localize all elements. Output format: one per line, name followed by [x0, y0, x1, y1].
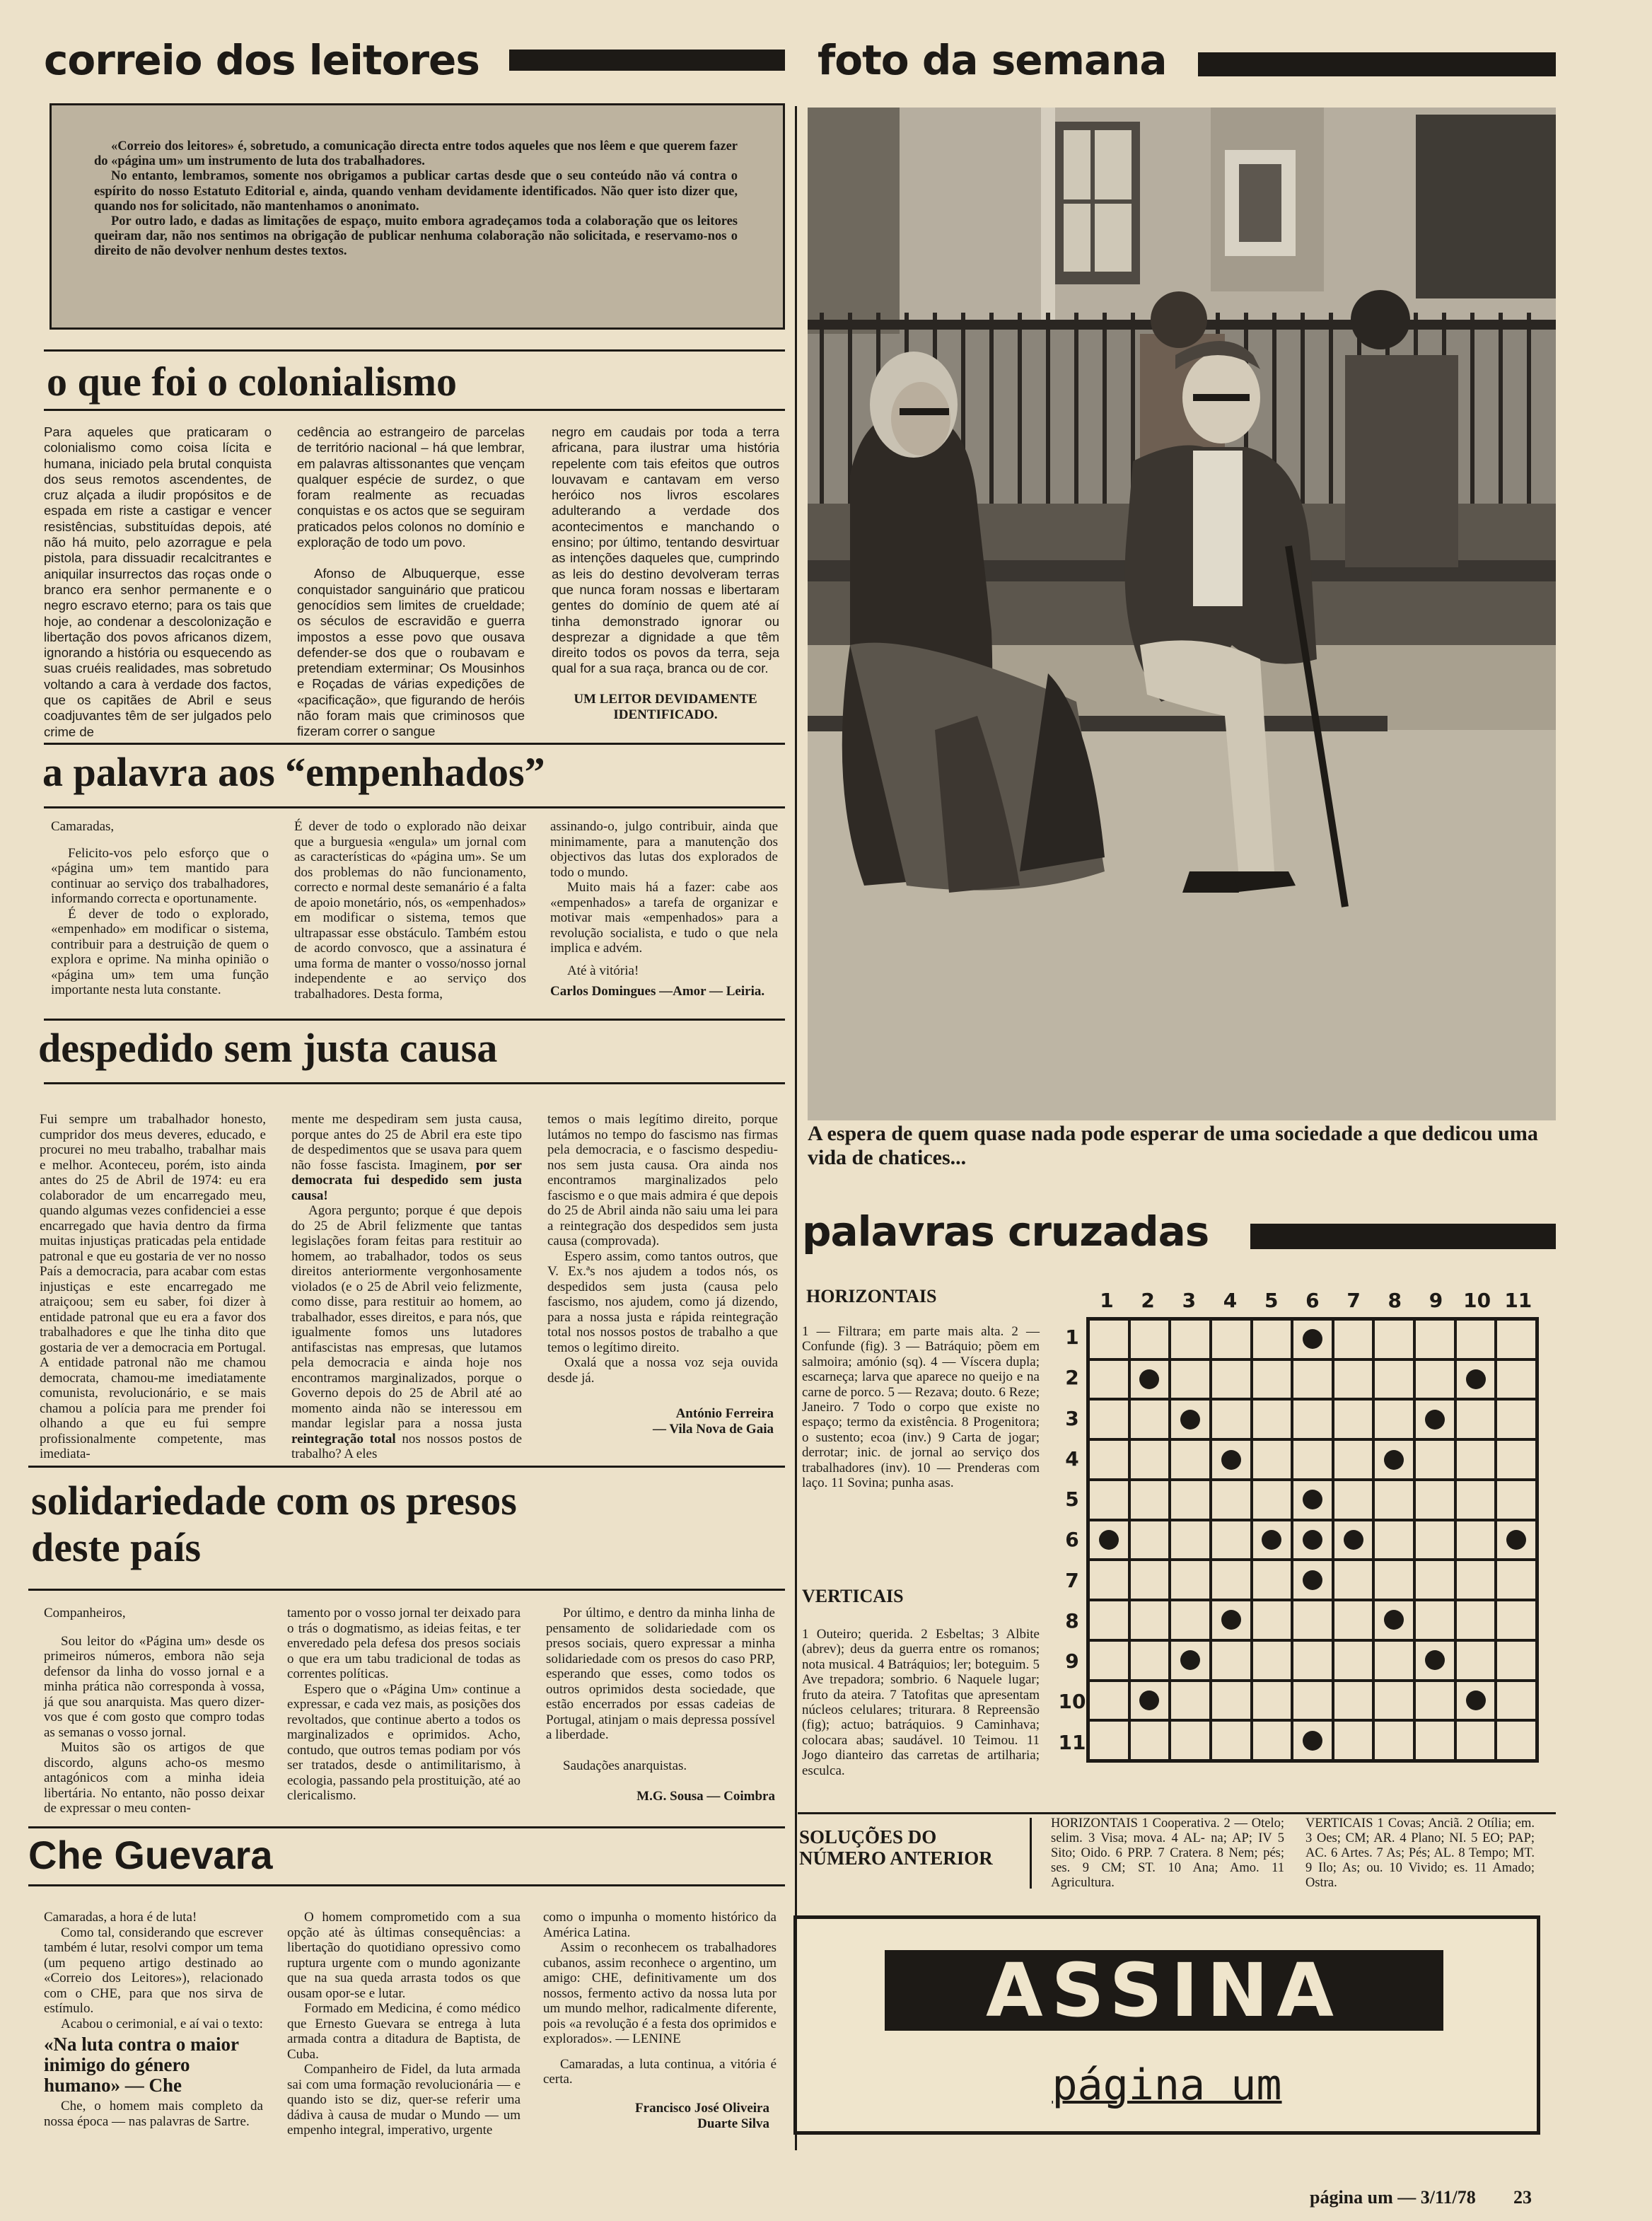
- title-colonialismo: o que foi o colonialismo: [47, 359, 458, 405]
- crossword-col-number: 3: [1182, 1289, 1197, 1312]
- empenhados-signature: Carlos Domingues —Amor — Leiria.: [550, 984, 765, 999]
- empenhados-col2: É dever de todo o explorado não deixar que a burguesia «engula» um jornal com as características do «página um». Se um dos problemas do não funcionamento, correcto e normal deste semanário é a falta de apoio monetário, nós, os «empenhados» em modificar o sistema, temos que ultrapassar esse obstáculo. Também estou de acordo convosco, que a assinatura é uma forma de manter o vosso/nosso jornal independente e ao serviço dos trabalhadores. Desta forma,: [294, 819, 526, 1002]
- crossword-cell[interactable]: [1292, 1600, 1333, 1640]
- crossword-black-cell: [1292, 1319, 1333, 1359]
- crossword-cell[interactable]: [1292, 1399, 1333, 1439]
- empenhados-p2: É dever de todo o explorado, «empenhado» em modificar o sistema, contribuir para a destruição de quem o explora e oprime. Na minha opinião o «página um» tem uma função importante nesta luta constante.: [51, 906, 269, 997]
- crossword-cell[interactable]: [1496, 1399, 1537, 1439]
- crossword-cell[interactable]: [1088, 1439, 1129, 1480]
- crossword-cell[interactable]: [1252, 1720, 1293, 1761]
- crossword-cell[interactable]: [1088, 1560, 1129, 1600]
- crossword-black-cell: [1252, 1520, 1293, 1560]
- che-col2b: Formado em Medicina, é como médico que Ernesto Guevara se entrega à luta armada contra a ditadura de Baptista, de Cuba.: [287, 2001, 520, 2062]
- che-p2: Acabou o cerimonial, e aí vai o texto:: [61, 2016, 263, 2031]
- crossword-black-cell: [1414, 1399, 1455, 1439]
- crossword-cell[interactable]: [1496, 1439, 1537, 1480]
- rule: [798, 1812, 1556, 1814]
- crossword-row-number: 5: [1065, 1488, 1079, 1512]
- crossword-cell[interactable]: [1333, 1399, 1374, 1439]
- assina-ad: [793, 1915, 1540, 2135]
- verticais-clues: 1 Outeiro; querida. 2 Esbeltas; 3 Albite (abrev); deus da guerra entre os romanos; nota musical. 4 Batráquios; ler; boteguim. 5 Ave trepadora; sombrio. 6 Naquele lugar; fruto da ateira. 7 Tatofitas que apresentam núcleos celulares; triturara. 8 Repreensão (fig); actuo; batráquios. 9 Caminhava; colocara abas; saudável. 10 Teimou. 11 Jogo dianteiro das carretas de artilharia; esculca.: [802, 1627, 1040, 1778]
- rule: [28, 1884, 785, 1886]
- section-bar: [509, 50, 785, 71]
- crossword-cell[interactable]: [1373, 1720, 1414, 1761]
- rule: [28, 1826, 785, 1828]
- crossword-cell[interactable]: [1129, 1439, 1170, 1480]
- crossword-row-number: 8: [1065, 1608, 1079, 1633]
- solucoes-label: SOLUÇÕES DO NÚMERO ANTERIOR: [799, 1826, 993, 1869]
- crossword-cell[interactable]: [1373, 1681, 1414, 1721]
- crossword-cell[interactable]: [1129, 1520, 1170, 1560]
- crossword-cell[interactable]: [1373, 1560, 1414, 1600]
- crossword-cell[interactable]: [1211, 1681, 1252, 1721]
- crossword-cell[interactable]: [1333, 1560, 1374, 1600]
- crossword-cell[interactable]: [1170, 1439, 1211, 1480]
- crossword-cell[interactable]: [1211, 1319, 1252, 1359]
- empenhados-p1: Felicito-vos pelo esforço que o «página um» tem mantido para continuar ao serviço dos trabalhadores, informando correcta e oportunamente.: [51, 845, 269, 906]
- editorial-p3: Por outro lado, e dadas as limitações de espaço, muito embora agradeçamos toda a colaboração que os leitores queiram dar, não nos sentimos na obrigação de publicar nenhuma colaboração não solicitada, e reservamo-nos o direito de não devolver nenhum destes textos.: [94, 214, 738, 259]
- crossword-cell[interactable]: [1414, 1359, 1455, 1400]
- crossword-black-cell: [1455, 1681, 1496, 1721]
- che-col1: [44, 1910, 263, 2143]
- solidariedade-col3: [546, 1606, 775, 1811]
- crossword-cell[interactable]: [1252, 1319, 1293, 1359]
- crossword-cell[interactable]: [1252, 1359, 1293, 1400]
- despedido-col2: [291, 1112, 523, 1461]
- che-quote: «Na luta contra o maior inimigo do género humano» — Che: [44, 2034, 239, 2096]
- solidariedade-greeting: Companheiros,: [44, 1606, 126, 1620]
- photo-illustration: [808, 108, 1556, 1120]
- colonialismo-col2b: Afonso de Albuquerque, esse conquistador sanguinário que praticou genocídios sem limites de crueldade; os séculos de escravidão e guerra impostos a esse povo que ousava defender-se dos que o roubavam e pretendiam exterminar; Os Mousinhos e Roçadas de várias expedições de «pacificação», que figurando de heróis não foram mais que criminosos que fizeram correr o sangue: [297, 566, 525, 739]
- crossword-cell[interactable]: [1088, 1319, 1129, 1359]
- crossword-col-number: 10: [1463, 1289, 1491, 1312]
- crossword-row-number: 9: [1065, 1649, 1079, 1674]
- despedido-col3: [547, 1112, 778, 1386]
- crossword-cell[interactable]: [1496, 1720, 1537, 1761]
- crossword-cell[interactable]: [1170, 1480, 1211, 1520]
- assina-title: página um: [1052, 2060, 1282, 2110]
- editorial-p2: No entanto, lembramos, somente nos obrigamos a publicar cartas desde que o seu conteúdo não vá contra o espírito do nosso Estatuto Editorial e, ainda, quando venham devidamente identificados. Não quer isto dizer que, quando nos for solicitado, não mantenhamos o anonimato.: [94, 169, 738, 214]
- che-col3: [543, 1910, 776, 2094]
- crossword-cell[interactable]: [1088, 1640, 1129, 1681]
- section-bar: [1250, 1224, 1556, 1249]
- crossword-cell[interactable]: [1496, 1560, 1537, 1600]
- crossword-cell[interactable]: [1129, 1560, 1170, 1600]
- crossword-col-number: 6: [1305, 1289, 1320, 1312]
- crossword-cell[interactable]: [1455, 1720, 1496, 1761]
- crossword-cell[interactable]: [1252, 1640, 1293, 1681]
- crossword-cell[interactable]: [1333, 1640, 1374, 1681]
- rule: [44, 349, 785, 352]
- crossword-cell[interactable]: [1333, 1681, 1374, 1721]
- che-col2: [287, 1910, 520, 2143]
- crossword-cell[interactable]: [1414, 1520, 1455, 1560]
- che-col3c: Camaradas, a luta continua, a vitória é certa.: [543, 2056, 776, 2087]
- crossword-row-number: 2: [1065, 1366, 1079, 1390]
- assina-banner: ASSINA: [885, 1950, 1443, 2031]
- rule: [28, 1589, 785, 1591]
- crossword-cell[interactable]: [1252, 1439, 1293, 1480]
- crossword-cell[interactable]: [1252, 1399, 1293, 1439]
- despedido-col3b: Espero assim, como tantos outros, que V. Ex.ªs nos ajudem a todos nós, os despedidos sem justa (causa pelo fascismo, nos ajudem, como já dizendo, para a nossa justa e rápida reintegração total nos nossos postos de trabalho a que temos o legítimo direito.: [547, 1248, 778, 1355]
- crossword-cell[interactable]: [1373, 1399, 1414, 1439]
- crossword-col-number: 11: [1504, 1289, 1532, 1312]
- crossword-black-cell: [1292, 1520, 1333, 1560]
- crossword-cell[interactable]: [1211, 1359, 1252, 1400]
- crossword-cell[interactable]: [1211, 1480, 1252, 1520]
- crossword-cell[interactable]: [1292, 1439, 1333, 1480]
- crossword-black-cell: [1292, 1720, 1333, 1761]
- despedido-sig1: António Ferreira: [675, 1406, 774, 1421]
- crossword-row-number: 11: [1058, 1730, 1086, 1754]
- empenhados-greeting: Camaradas,: [51, 819, 115, 834]
- crossword-row-number: 10: [1058, 1690, 1086, 1714]
- crossword-col-number: 2: [1141, 1289, 1155, 1312]
- crossword-col-number: 8: [1388, 1289, 1402, 1312]
- crossword-cell[interactable]: [1333, 1439, 1374, 1480]
- horizontais-clues: 1 — Filtrara; em parte mais alta. 2 — Confunde (fig). 3 — Batráquio; põem em salmoira; amónio (sq). 4 — Víscera dupla; escarneça; larva que aparece no queijo e na carne de porco. 5 — Rezava; douto. 6 Reze; Janeiro. 7 Todo o corpo que existe no espaço; termo da existência. 8 Progenitora; o sustento; ecoa (inv.) 9 Carta de jogar; derrotar; inic. de jornal ao serviço dos trabalhadores (inv). 10 — Prenderas com laço. 11 Sovina; punha asas.: [802, 1324, 1040, 1491]
- despedido-col2a: mente me despediram sem justa causa, porque antes do 25 de Abril era este tipo de despedimentos que se usava para quem não fosse fascista. Imaginem,: [291, 1112, 522, 1173]
- crossword-cell[interactable]: [1252, 1600, 1293, 1640]
- crossword-cell[interactable]: [1333, 1319, 1374, 1359]
- crossword-col-number: 4: [1223, 1289, 1238, 1312]
- despedido-col2-bold: por ser democrata fui despedido sem justa causa!: [291, 1157, 522, 1203]
- empenhados-col3: [550, 819, 778, 997]
- che-col2c: Companheiro de Fidel, da luta armada sai com uma formação revolucionária — e quando isto se diz, quer-se referir uma dádiva à causa de mudar o Mundo — um empenho integral, imperativo, urgente: [287, 2062, 520, 2138]
- crossword-black-cell: [1496, 1520, 1537, 1560]
- solidariedade-col2a: tamento por o vosso jornal ter deixado para o trás o dogmatismo, as ideias feitas, e ter enveredado pela defesa dos presos sociais o que era um tabu tradicional de todas as correntes políticas.: [287, 1606, 520, 1681]
- colonialismo-col3: negro em caudais por toda a terra africana, para ilustrar uma história repelente com tais efeitos que outros louvavam e cantavam em verso heróico nos livros escolares adulterando a verdade dos acontecimentos e manchando o ensino; por último, tentando desvirtuar as intenções daqueles que, cumprindo as leis do destino devolveram terras que nunca foram nossas e libertaram gentes do domínio de quem até aí tinha demonstrado ignorar ou desprezar a dignidade a que têm direito todos os povos da terra, seja qual for a sua raça, branca ou de cor.: [552, 424, 779, 676]
- rule: [44, 1019, 785, 1021]
- crossword-cell[interactable]: [1414, 1480, 1455, 1520]
- crossword-black-cell: [1373, 1600, 1414, 1640]
- crossword-cell[interactable]: [1455, 1640, 1496, 1681]
- crossword-cell[interactable]: [1496, 1681, 1537, 1721]
- crossword-cell[interactable]: [1414, 1720, 1455, 1761]
- solucoes-divider: [1030, 1818, 1032, 1889]
- che-sig1: Francisco José Oliveira: [635, 2101, 769, 2116]
- crossword-row-number: 7: [1065, 1568, 1079, 1592]
- colonialismo-col2a: cedência ao estrangeiro de parcelas de território nacional – há que lembrar, em palavras altissonantes que vençam qualquer espécie de surdez, o que foram realmente as recuadas conquistas e os actos que se seguiram praticados pelos colonos no domínio e exploração de todo um povo.: [297, 424, 525, 550]
- crossword-cell[interactable]: [1333, 1720, 1374, 1761]
- crossword-cell[interactable]: [1170, 1560, 1211, 1600]
- crossword-cell[interactable]: [1211, 1520, 1252, 1560]
- crossword-cell[interactable]: [1170, 1359, 1211, 1400]
- empenhados-col3b: Muito mais há a fazer: cabe aos «empenhados» a tarefa de organizar e motivar mais «empenhados» para a revolução socialista, e tudo o que nela implica e advém.: [550, 880, 778, 956]
- crossword-cell[interactable]: [1414, 1681, 1455, 1721]
- solidariedade-signature: M.G. Sousa — Coimbra: [636, 1789, 775, 1804]
- rule: [44, 1082, 785, 1084]
- title-despedido: despedido sem justa causa: [38, 1025, 498, 1071]
- crossword-cell[interactable]: [1292, 1681, 1333, 1721]
- crossword-cell[interactable]: [1252, 1480, 1293, 1520]
- che-p0: Camaradas, a hora é de luta!: [44, 1910, 197, 1925]
- horizontais-label: HORIZONTAIS: [806, 1286, 937, 1306]
- rule: [44, 743, 785, 745]
- despedido-col2-bold2: reintegração total: [291, 1431, 396, 1446]
- crossword-cell[interactable]: [1170, 1681, 1211, 1721]
- solidariedade-col1: [44, 1606, 264, 1816]
- rule: [44, 409, 785, 411]
- crossword-grid[interactable]: [1086, 1317, 1539, 1763]
- column-divider: [795, 106, 797, 2150]
- solidariedade-col2: [287, 1606, 520, 1811]
- editorial-text: [94, 139, 738, 260]
- page-number: 23: [1513, 2187, 1532, 2208]
- crossword-cell[interactable]: [1496, 1480, 1537, 1520]
- despedido-col1: Fui sempre um trabalhador honesto, cumpridor dos meus deveres, educado, e procurei no meu trabalho, trabalhar mais e melhor. Aconteceu, porém, isto ainda antes do 25 de Abril de 1974: eu era colaborador de um encarregado meu, quando algumas vezes confidenciei a esse encarregado que havia dentro da firma muitas injustiças praticadas pela entidade patronal e que eu gostaria de ver no nosso País a democracia, para acabar com estas injustiças e este encarregado me atraiçoou; sem eu saber, foi dizer à entidade patronal que eu era a favor dos trabalhadores e que lhe tinha dito que gostaria de ver a democracia em Portugal. A entidade patronal não me chamou democrata, chamou-me imediatamente comunista, revolucionário, e se mais chamou a polícia para me prender foi olhando a que eu fui sempre profissionalmente competente, mas imediata-: [40, 1112, 266, 1461]
- rule: [44, 806, 785, 808]
- crossword-cell[interactable]: [1496, 1319, 1537, 1359]
- section-head-correio: correio dos leitores: [44, 36, 479, 84]
- crossword-col-number: 9: [1429, 1289, 1443, 1312]
- empenhados-col1: [51, 819, 269, 997]
- despedido-sig2: — Vila Nova de Gaia: [652, 1421, 774, 1437]
- title-solidariedade-2: deste país: [31, 1524, 202, 1570]
- crossword-row-number: 3: [1065, 1406, 1079, 1430]
- crossword-cell[interactable]: [1252, 1681, 1293, 1721]
- crossword-cell[interactable]: [1088, 1681, 1129, 1721]
- che-col3a: como o impunha o momento histórico da América Latina.: [543, 1910, 776, 1940]
- crossword-cell[interactable]: [1373, 1319, 1414, 1359]
- section-head-foto: foto da semana: [818, 36, 1167, 84]
- solidariedade-p1: Sou leitor do «Página um» desde os primeiros números, embora não seja defensor da linha do vosso jornal e a minha prática não corresponda à vossa, já que sou anarquista. Mas quero dizer-vos que é com gosto que compro todas as semanas o vosso jornal.: [44, 1633, 264, 1740]
- crossword-col-number: 7: [1346, 1289, 1361, 1312]
- crossword-row-number: 6: [1065, 1528, 1079, 1552]
- crossword-cell[interactable]: [1211, 1399, 1252, 1439]
- crossword-cell[interactable]: [1211, 1720, 1252, 1761]
- crossword-black-cell: [1170, 1399, 1211, 1439]
- crossword-row-number: 1: [1065, 1326, 1079, 1349]
- che-signature: [543, 2101, 769, 2131]
- crossword-black-cell: [1211, 1600, 1252, 1640]
- crossword-cell[interactable]: [1088, 1480, 1129, 1520]
- crossword-cell[interactable]: [1129, 1640, 1170, 1681]
- crossword-cell[interactable]: [1252, 1560, 1293, 1600]
- despedido-col2c: nos nossos postos de trabalho? A eles: [291, 1431, 523, 1461]
- crossword-cell[interactable]: [1129, 1720, 1170, 1761]
- crossword-cell[interactable]: [1496, 1640, 1537, 1681]
- crossword-cell[interactable]: [1088, 1399, 1129, 1439]
- crossword-cell[interactable]: [1373, 1520, 1414, 1560]
- crossword-cell[interactable]: [1373, 1480, 1414, 1520]
- despedido-col3c: Oxalá que a nossa voz seja ouvida desde já.: [547, 1355, 778, 1386]
- che-col3b: Assim o reconhecem os trabalhadores cubanos, assim reconhece o argentino, um amigo: CHE, definitivamente um dos nossos, fermento activo da nossa luta por um mundo melhor, radicalmente diferente, pois «a revolução é a festa dos oprimidos e explorados». — LENINE: [543, 1940, 776, 2046]
- crossword-black-cell: [1455, 1359, 1496, 1400]
- crossword-cell[interactable]: [1373, 1640, 1414, 1681]
- che-sig2: Duarte Silva: [697, 2116, 769, 2131]
- crossword-cell[interactable]: [1455, 1520, 1496, 1560]
- crossword-cell[interactable]: [1455, 1600, 1496, 1640]
- crossword-black-cell: [1129, 1359, 1170, 1400]
- solucoes-horizontais: HORIZONTAIS 1 Cooperativa. 2 — Otelo; selim. 3 Visa; mova. 4 AL- na; AP; IV 5 Sito; Oido. 6 PRP. 7 Cratera. 8 Nem; pés; ses. 9 CM; ST. 10 Ana; Amo. 11 Agricultura.: [1051, 1816, 1284, 1890]
- title-che: Che Guevara: [28, 1833, 273, 1877]
- crossword-black-cell: [1211, 1439, 1252, 1480]
- title-empenhados: a palavra aos “empenhados”: [42, 749, 545, 795]
- crossword-cell[interactable]: [1496, 1359, 1537, 1400]
- crossword-cell[interactable]: [1129, 1399, 1170, 1439]
- crossword-black-cell: [1170, 1640, 1211, 1681]
- crossword-cell[interactable]: [1211, 1560, 1252, 1600]
- crossword-cell[interactable]: [1211, 1640, 1252, 1681]
- verticais-label: VERTICAIS: [802, 1586, 904, 1606]
- photo-caption: A espera de quem quase nada pode esperar de uma sociedade a que dedicou uma vida de chatices...: [808, 1122, 1538, 1169]
- crossword-cell[interactable]: [1455, 1319, 1496, 1359]
- crossword-cell[interactable]: [1455, 1480, 1496, 1520]
- crossword-black-cell: [1292, 1480, 1333, 1520]
- crossword-row-number: 4: [1065, 1446, 1079, 1471]
- colonialismo-col1: Para aqueles que praticaram o colonialismo como coisa lícita e humana, iniciado pela brutal conquista dos seus remotos ascendentes, de cruz alçada a iludir propósitos e de espada em riste a castigar e vencer resistências, substituídas depois, até não há muito, pelo azorrague e pela pistola, para dissuadir recalcitrantes e aniquilar insurrectos das roças onde o branco era senhor permanente e o negro escravo eterno; para os tais que hoje, ao condenar a descolonização e libertação dos povos africanos dizem, ignorando a história ou esquecendo as suas cruéis realidades, mas sobretudo voltando a cara à verdade dos factos, que os capitães de Abril e seus coadjuvantes têm de ser julgados pelo crime de: [44, 424, 272, 739]
- crossword-black-cell: [1129, 1681, 1170, 1721]
- solidariedade-col2b: Espero que o «Página Um» continue a expressar, e cada vez mais, as posições dos revoltados, que continue aberto a todos os marginalizados e oprimidos. Acho, contudo, que outros temas podiam por vós ser tratados, desde o antimilitarismo, à ecologia, passando pela prostituição, até ao clericalismo.: [287, 1681, 520, 1803]
- che-p3: Che, o homem mais completo da nossa época — nas palavras de Sartre.: [44, 2099, 263, 2129]
- empenhados-col3a: assinando-o, julgo contribuir, ainda que minimamente, para a manutenção dos objectivos das lutas dos explorados de todo o mundo.: [550, 819, 778, 880]
- crossword-cell[interactable]: [1170, 1600, 1211, 1640]
- rule: [28, 1466, 785, 1468]
- crossword-cell[interactable]: [1414, 1439, 1455, 1480]
- title-solidariedade-1: solidariedade com os presos: [31, 1478, 517, 1524]
- crossword-cell[interactable]: [1170, 1319, 1211, 1359]
- solucoes-verticais: VERTICAIS 1 Covas; Anciã. 2 Otília; em. 3 Oes; CM; AR. 4 Plano; NI. 5 EO; PAP; AC. 6 Artes. 7 As; Pés; AL. 8 Tempo; MT. 9 Ilo; As; ou. 10 Vivido; es. 11 Amado; Ostra.: [1305, 1816, 1535, 1890]
- despedido-col2b: Agora pergunto; porque é que depois do 25 de Abril felizmente que tantas legislações foram feitas para restituir ao homem, ao trabalhador, todos os seus direitos anteriormente vergonhosamente violados (e o 25 de Abril veio felizmente, como disse, para restituir ao homem, ao trabalhador, esses direitos, e para nós, que igualmente fomos uns lutadores antifascistas nas empresas, que lutamos pela democracia e ainda hoje nos encontramos marginalizados, porque o Governo depois do 25 de Abril até ao momento ainda não se interessou em mandar legislar para a nossa justa: [291, 1203, 522, 1431]
- crossword-cell[interactable]: [1333, 1600, 1374, 1640]
- crossword-cell[interactable]: [1088, 1359, 1129, 1400]
- despedido-signature: [547, 1406, 774, 1437]
- despedido-col3a: temos o mais legítimo direito, porque lutámos no tempo do fascismo nas firmas pela democracia, e o fascismo despediu-nos sem justa causa. Ora ainda nos encontramos marginalizados pelo fascismo e o que mais admira é que depois do 25 de Abril ainda não saiu uma lei para a reintegração dos despedidos sem justa causa (comprovada).: [547, 1112, 778, 1248]
- che-col2a: O homem comprometido com a sua opção até às últimas consequências: a libertação do quotidiano opressivo como ruptura urgente com o mundo agonizante que na sua queda arrasta todos os que ousam opor-se e lutar.: [287, 1910, 520, 2001]
- crossword-cell[interactable]: [1373, 1359, 1414, 1400]
- crossword-cell[interactable]: [1414, 1560, 1455, 1600]
- crossword-col-number: 5: [1264, 1289, 1279, 1312]
- solidariedade-col3b: Saudações anarquistas.: [563, 1758, 687, 1773]
- crossword-cell[interactable]: [1170, 1720, 1211, 1761]
- crossword-cell[interactable]: [1129, 1600, 1170, 1640]
- crossword-cell[interactable]: [1414, 1319, 1455, 1359]
- crossword-black-cell: [1414, 1640, 1455, 1681]
- che-p1: Como tal, considerando que escrever também é lutar, resolvi compor um tema (um pequeno artigo destinado ao «Correio dos Leitores»), relacionado com o CHE, para que nos sirva de estímulo.: [44, 1925, 263, 2016]
- crossword-cell[interactable]: [1455, 1439, 1496, 1480]
- editorial-p1: «Correio dos leitores» é, sobretudo, a comunicação directa entre todos aqueles que nos lêem e que querem fazer do «página um» um instrumento de luta dos trabalhadores.: [94, 139, 738, 169]
- crossword-cell[interactable]: [1455, 1560, 1496, 1600]
- empenhados-closing: Até à vitória!: [567, 963, 639, 978]
- footer-text: página um — 3/11/78: [1310, 2187, 1476, 2208]
- crossword-cell[interactable]: [1129, 1319, 1170, 1359]
- crossword-cell[interactable]: [1292, 1359, 1333, 1400]
- crossword-cell[interactable]: [1333, 1480, 1374, 1520]
- crossword-cell[interactable]: [1496, 1600, 1537, 1640]
- crossword-cell[interactable]: [1129, 1480, 1170, 1520]
- colonialismo-col2: [297, 424, 525, 739]
- crossword-col-number: 1: [1100, 1289, 1114, 1312]
- solidariedade-p2: Muitos são os artigos de que discordo, alguns acho-os mesmo antagónicos com a minha ideia libertária. No entanto, não posso deixar de expressar o meu conten-: [44, 1740, 264, 1816]
- crossword-cell[interactable]: [1414, 1600, 1455, 1640]
- crossword-cell[interactable]: [1333, 1359, 1374, 1400]
- section-head-palavras: palavras cruzadas: [802, 1207, 1209, 1256]
- colonialismo-signature: UM LEITOR DEVIDAMENTE IDENTIFICADO.: [574, 692, 757, 722]
- crossword-cell[interactable]: [1170, 1520, 1211, 1560]
- section-bar: [1198, 52, 1556, 76]
- crossword-cell[interactable]: [1455, 1399, 1496, 1439]
- crossword-cell[interactable]: [1292, 1640, 1333, 1681]
- crossword-cell[interactable]: [1088, 1600, 1129, 1640]
- editorial-box: [50, 103, 785, 330]
- crossword-black-cell: [1088, 1520, 1129, 1560]
- crossword-black-cell: [1373, 1439, 1414, 1480]
- crossword-black-cell: [1292, 1560, 1333, 1600]
- photo-old-couple: [808, 108, 1556, 1120]
- solidariedade-col3a: Por último, e dentro da minha linha de pensamento de solidariedade com os presos sociais, quero expressar a minha solidariedade com os presos do caso PRP, esperando que esses, como todos os outros oprimidos desta sociedade, que estão encerrados por essas cadeias de Portugal, atinjam o mais depressa possível a liberdade.: [546, 1606, 775, 1742]
- crossword-black-cell: [1333, 1520, 1374, 1560]
- crossword-cell[interactable]: [1088, 1720, 1129, 1761]
